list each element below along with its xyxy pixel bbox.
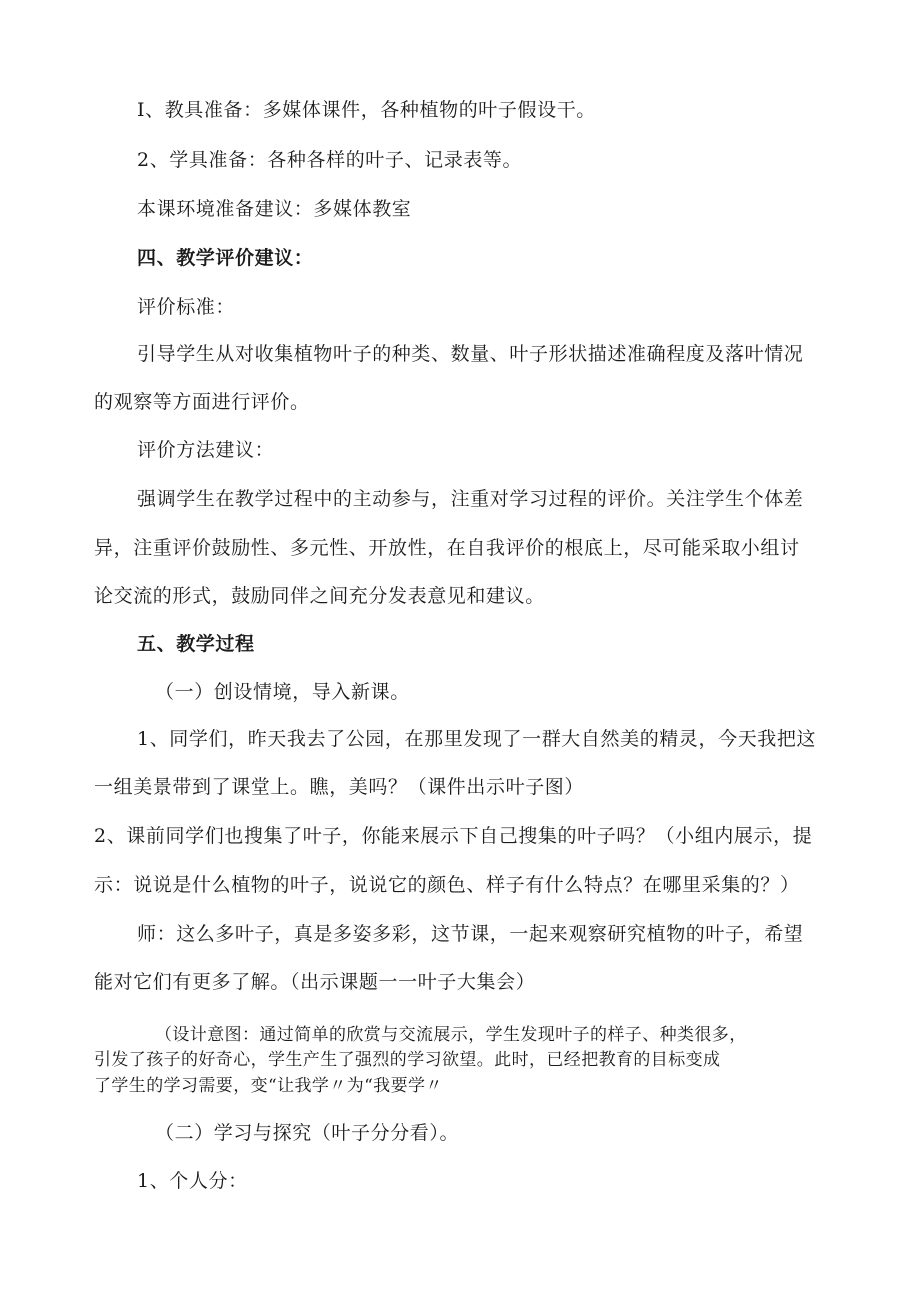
design-intent: （设计意图：通过简单的欣赏与交流展示，学生发现叶子的样子、种类很多， bbox=[155, 1025, 747, 1045]
student-aid-prep: 2、学具准备：各种各样的叶子、记录表等。 bbox=[137, 149, 523, 171]
subsection-explore: （二）学习与探究（叶子分分看）。 bbox=[155, 1122, 460, 1144]
design-intent: 引发了孩子的好奇心，学生产生了强烈的学习欲望。此时，已经把教育的目标变成 bbox=[94, 1050, 721, 1070]
teacher-remark: 能对它们有更多了解。（出示课题一一叶子大集会） bbox=[94, 971, 536, 993]
evaluation-standard-text: 的观察等方面进行评价。 bbox=[94, 391, 310, 413]
explore-step-1: 1、个人分： bbox=[137, 1170, 248, 1192]
intro-step-1: 1、同学们，昨天我去了公园，在那里发现了一群大自然美的精灵，今天我把这 bbox=[137, 728, 817, 750]
environment-suggestion: 本课环境准备建议：多媒体教室 bbox=[137, 198, 412, 220]
evaluation-standard-label: 评价标准： bbox=[137, 296, 236, 318]
evaluation-standard-text: 引导学生从对收集植物叶子的种类、数量、叶子形状描述准确程度及落叶情况 bbox=[137, 343, 804, 365]
evaluation-method-text: 异，注重评价鼓励性、多元性、开放性，在自我评价的根底上，尽可能采取小组讨 bbox=[94, 537, 800, 559]
design-intent: 了学生的学习需要，变“让我学〃为“我要学〃 bbox=[94, 1076, 443, 1096]
evaluation-method-text: 论交流的形式，鼓励同伴之间充分发表意见和建议。 bbox=[94, 585, 545, 607]
teaching-aid-prep: I、教具准备：多媒体课件，各种植物的叶子假设干。 bbox=[137, 99, 596, 121]
section-heading-process: 五、教学过程 bbox=[137, 633, 255, 655]
teacher-remark: 师：这么多叶子，真是多姿多彩，这节课，一起来观察研究植物的叶子，希望 bbox=[137, 923, 804, 945]
evaluation-method-label: 评价方法建议： bbox=[137, 439, 275, 461]
evaluation-method-text: 强调学生在教学过程中的主动参与，注重对学习过程的评价。关注学生个体差 bbox=[137, 488, 804, 510]
subsection-intro: （一）创设情境，导入新课。 bbox=[155, 681, 410, 703]
intro-step-2: 2、课前同学们也搜集了叶子，你能来展示下自己搜集的叶子吗？（小组内展示，提 bbox=[94, 825, 813, 847]
intro-step-2: 示：说说是什么植物的叶子，说说它的颜色、样子有什么特点？在哪里采集的？） bbox=[94, 874, 800, 896]
section-heading-evaluation: 四、教学评价建议： bbox=[137, 247, 314, 269]
intro-step-1: 一组美景带到了课堂上。瞧，美吗？（课件出示叶子图） bbox=[94, 776, 585, 798]
